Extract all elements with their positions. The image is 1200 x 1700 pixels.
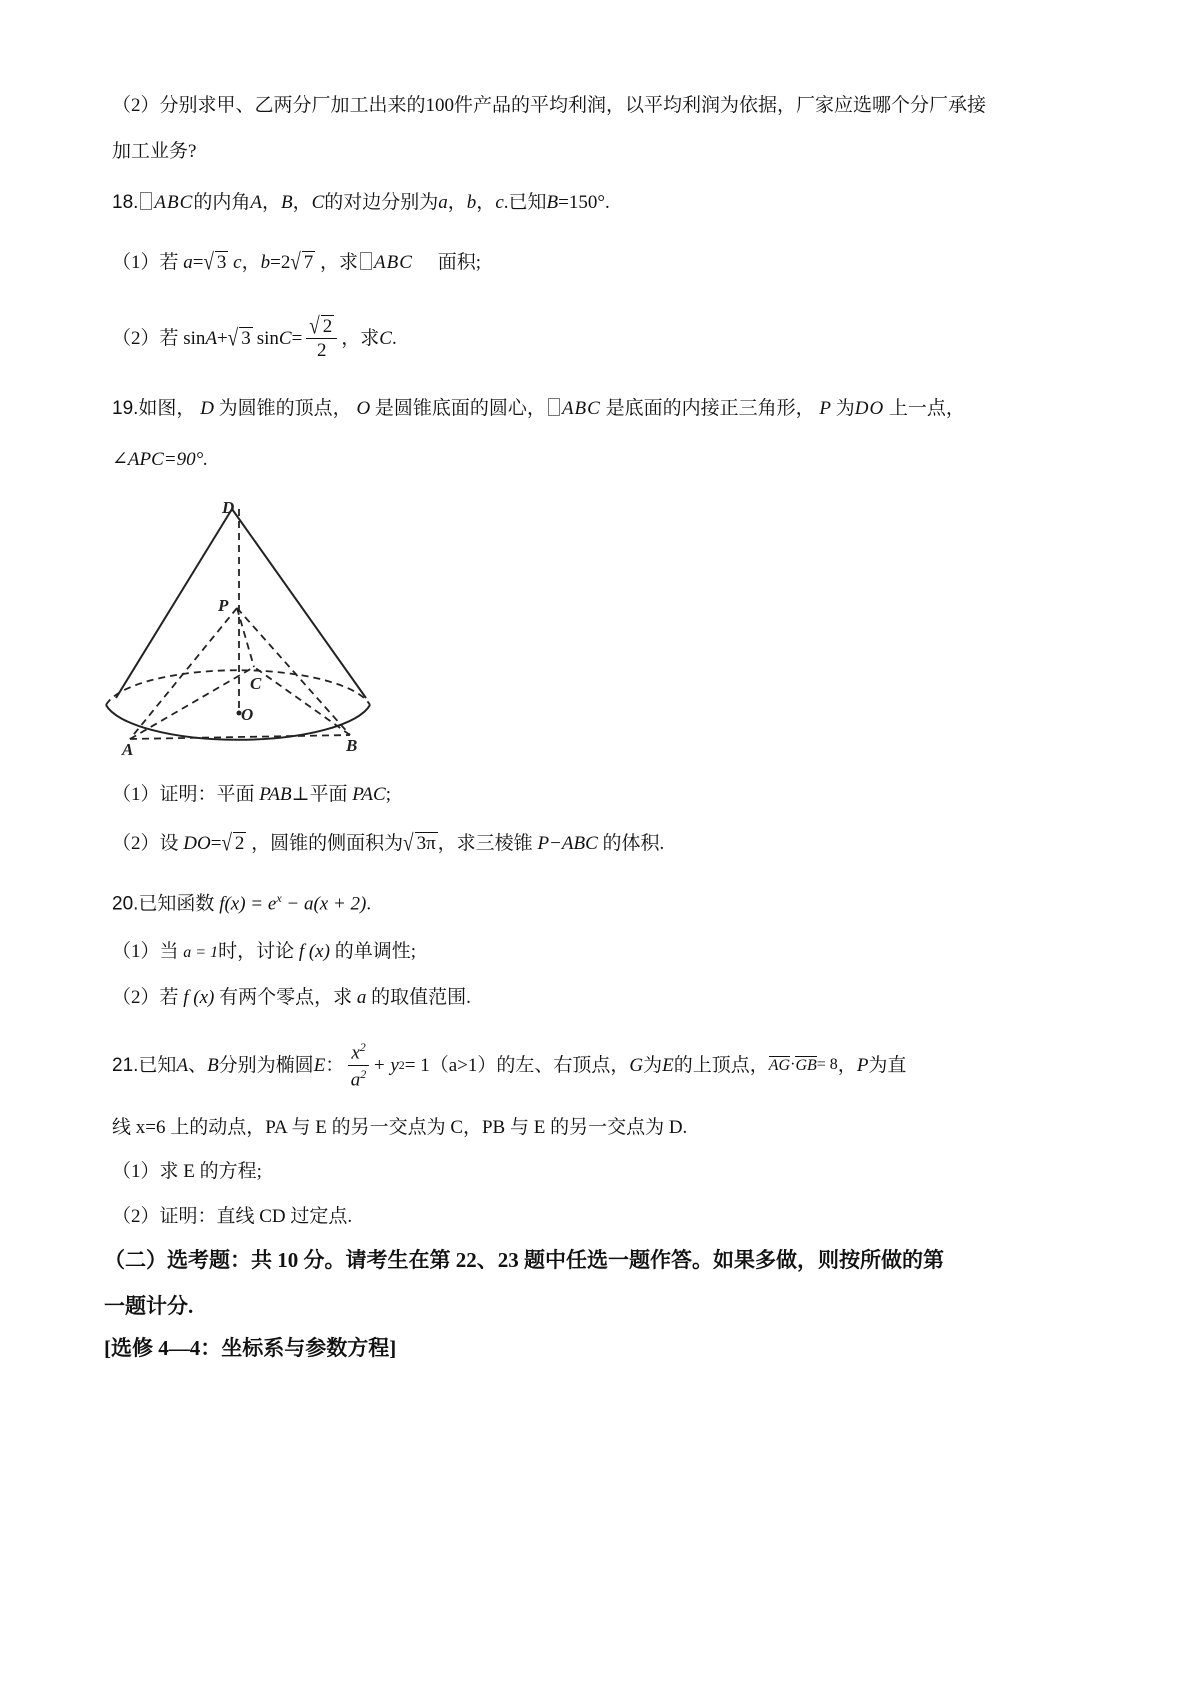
q19-p2-eq: = <box>210 833 222 854</box>
q21-stem-line1 <box>112 1036 906 1094</box>
triangle-symbol <box>548 398 560 416</box>
q18-var-B: B <box>546 192 559 213</box>
q18-p2-sin: sin <box>256 327 279 349</box>
q18-text: 的内角 <box>193 192 251 213</box>
label-D: D <box>222 498 235 517</box>
q18-p2-text: ，求 <box>341 327 380 349</box>
q18-stem <box>112 192 610 212</box>
q21-plus-y: + y <box>372 1054 399 1076</box>
q20-p2-var-a: a <box>356 987 367 1008</box>
q18-p1-radicand1: 3 <box>216 252 227 273</box>
q19-p1-end: ; <box>385 784 391 805</box>
q18-p1-text: 面积; <box>437 252 481 273</box>
q18-p2-eq: = <box>291 327 303 349</box>
q19-stem <box>112 398 965 418</box>
q18-var-B: B <box>280 192 293 213</box>
q21-eq-eight: = 8 <box>816 1056 838 1073</box>
q18-p1-triangle: ABC <box>374 252 413 273</box>
sqrt-symbol: √ 3π <box>403 830 436 857</box>
q18-p1-var-b: b <box>260 252 271 273</box>
section-heading-line2: 一题计分. <box>104 1294 194 1318</box>
q18-p1-eq: = <box>192 252 204 273</box>
q21-part1: （1）求 E 的方程; <box>112 1161 262 1182</box>
q18-p1-b-eq: =2 <box>270 252 291 273</box>
cone-right-slant <box>232 509 366 698</box>
q21-var-B: B <box>207 1054 219 1076</box>
fraction: $\frac{√ 2}{2}$ <box>306 317 337 360</box>
label-A: A <box>122 740 134 759</box>
q21-condition: （a>1） <box>429 1054 497 1076</box>
q18-var-b: b <box>466 192 477 213</box>
q18-angle-value: =150°. <box>558 192 610 213</box>
q18-text: .已知 <box>503 192 547 213</box>
q21-frac-denominator: a <box>350 1068 361 1090</box>
q21-eq-one: = 1 <box>404 1054 430 1076</box>
q18-sep: ， <box>292 192 312 213</box>
q18-number: 18. <box>112 192 139 213</box>
q18-p1-var-c: c <box>233 252 242 273</box>
q19-text: 是圆锥底面的圆心， <box>374 398 546 419</box>
elective-heading: [选修 4—4：坐标系与参数方程] <box>104 1336 397 1360</box>
q21-var-E: E <box>662 1054 674 1076</box>
q20-p2-end: 的取值范围. <box>371 987 471 1008</box>
cone-figure <box>100 495 390 765</box>
sqrt-symbol: √ 3 <box>203 249 227 276</box>
q21-var-P: P <box>856 1054 869 1076</box>
q18-p2-var-C: C <box>278 327 292 349</box>
label-O: O <box>241 705 254 724</box>
q20-p1-text: （1）当 <box>112 941 179 962</box>
label-C: C <box>250 674 262 693</box>
sqrt-symbol: √ 7 <box>290 249 314 276</box>
triangle-symbol <box>140 192 152 210</box>
q17-part2-line2: 加工业务? <box>112 141 197 162</box>
q20-f: f <box>219 893 225 915</box>
q19-plane-PAC: PAC <box>352 784 386 805</box>
q18-p2-radicand: 3 <box>241 327 251 349</box>
q19-plane-PAB: PAB <box>259 784 292 805</box>
q18-sep: ， <box>476 192 496 213</box>
label-B: B <box>346 736 358 755</box>
q18-p2-frac-denominator: 2 <box>317 339 327 361</box>
edge-AB <box>130 735 350 739</box>
edge-PA <box>130 608 237 739</box>
q20-stem <box>112 892 371 913</box>
q20-p1-text: 时，讨论 <box>218 941 295 962</box>
q21-var-E: E <box>313 1054 326 1076</box>
q19-p2-text: （2）设 <box>112 833 179 854</box>
q17-part2-line1: （2）分别求甲、乙两分厂加工出来的100件产品的平均利润，以平均利润为依据，厂家应选哪个分厂承接 <box>112 95 987 116</box>
q20-formula-exponent: x <box>276 891 282 905</box>
q18-sep: ， <box>261 192 281 213</box>
q19-number: 19. <box>112 398 139 419</box>
q19-text: 如图， <box>138 398 196 419</box>
q21-text: 的左、右顶点， <box>496 1054 630 1076</box>
q21-colon: ： <box>325 1054 345 1076</box>
q18-sep: ， <box>241 252 261 273</box>
sqrt-symbol: √ 3 <box>227 324 251 352</box>
q19-segment-DO: DO <box>854 398 885 419</box>
label-P: P <box>218 596 229 615</box>
q19-text: 为 <box>835 398 855 419</box>
q18-p2-text: （2）若 sin <box>112 327 206 349</box>
q19-text: 是底面的内接正三角形， <box>605 398 815 419</box>
q21-text: ， <box>837 1054 857 1076</box>
q18-p2-frac-numerator: 2 <box>322 315 333 337</box>
q18-p1-text: ，求 <box>320 252 359 273</box>
q20-p1-condition: a = 1 <box>183 944 219 961</box>
q21-number: 21. <box>112 1054 139 1076</box>
q18-p2-end: . <box>391 327 397 349</box>
q18-p2-var-A: A <box>205 327 218 349</box>
q18-p2-var-C: C <box>379 327 392 349</box>
q18-p1-var-a: a <box>183 252 193 273</box>
q19-angle: ∠APC=90°. <box>112 449 208 470</box>
q19-var-D: D <box>200 398 214 419</box>
q20-end: . <box>366 893 372 915</box>
q18-part1 <box>112 249 481 276</box>
q18-var-A: A <box>250 192 262 213</box>
q18-var-C: C <box>311 192 325 213</box>
q18-text: 的对边分别为 <box>324 192 439 213</box>
q19-triangle: ABC <box>561 398 601 419</box>
q20-number: 20. <box>112 893 139 915</box>
edge-PB <box>237 608 350 735</box>
q21-text: 的上顶点， <box>673 1054 769 1076</box>
q20-part2 <box>112 988 471 1007</box>
q20-part1 <box>112 942 416 961</box>
q18-sep: ， <box>447 192 467 213</box>
cone-base-front-arc <box>106 705 370 740</box>
q21-var-G: G <box>629 1054 644 1076</box>
q19-var-O: O <box>356 398 371 419</box>
edge-BC <box>254 667 350 735</box>
q19-pyramid: P−ABC <box>537 833 598 854</box>
q20-p2-text: （2）若 <box>112 987 179 1008</box>
q21-y-exp: 2 <box>398 1058 405 1072</box>
triangle-symbol <box>360 252 372 270</box>
q21-dot: · <box>790 1056 796 1073</box>
q21-text: 分别为椭圆 <box>218 1054 314 1076</box>
section-heading-line1: （二）选考题：共 10 分。请考生在第 22、23 题中任选一题作答。如果多做，则按所做的第 <box>104 1248 944 1272</box>
q21-vector-GB: GB <box>795 1057 817 1074</box>
q21-text: 为 <box>643 1054 663 1076</box>
q19-p2-end: 的体积. <box>602 833 665 854</box>
q21-frac-num-exp: 2 <box>359 1040 366 1055</box>
q20-p1-end: 的单调性; <box>334 941 416 962</box>
q21-text: 、 <box>188 1054 208 1076</box>
q19-var-P: P <box>819 398 831 419</box>
q20-p2-f: f (x) <box>183 987 215 1008</box>
q20-formula-b: − a(x + 2) <box>281 893 367 915</box>
sqrt-symbol: √ 2 <box>221 830 245 857</box>
q18-p1-radicand2: 7 <box>303 252 314 273</box>
q18-p1-text: （1）若 <box>112 252 179 273</box>
q19-p2-text: ，求三棱锥 <box>437 833 533 854</box>
q20-p1-f: f (x) <box>298 941 330 962</box>
q21-frac-den-exp: 2 <box>360 1066 367 1081</box>
q18-var-a: a <box>438 192 448 213</box>
q19-p2-DO: DO <box>183 833 211 854</box>
q19-text: 为圆锥的顶点， <box>218 398 352 419</box>
q19-part2 <box>112 830 665 857</box>
q18-part2 <box>112 310 397 366</box>
q21-stem-line2: 线 x=6 上的动点，PA 与 E 的另一交点为 C，PB 与 E 的另一交点为 D. <box>112 1117 688 1138</box>
q20-formula-a: (x) = e <box>224 893 277 915</box>
q19-p2-radicand2: 3π <box>416 833 436 854</box>
q18-var-c: c <box>495 192 504 213</box>
q21-var-A: A <box>176 1054 189 1076</box>
q21-part2: （2）证明：直线 CD 过定点. <box>112 1206 353 1227</box>
q21-vector-AG: AG <box>768 1057 791 1074</box>
q20-p2-text: 有两个零点，求 <box>219 987 353 1008</box>
q21-frac-numerator: x <box>351 1042 360 1064</box>
q20-text: 已知函数 <box>138 893 215 915</box>
q19-p2-text: ，圆锥的侧面积为 <box>251 833 404 854</box>
q18-triangle: ABC <box>154 192 194 213</box>
q19-part1 <box>112 785 391 804</box>
q21-text: 为直 <box>868 1054 907 1076</box>
q19-text: 上一点， <box>888 398 965 419</box>
q18-p2-plus: + <box>217 327 228 349</box>
q21-text: 已知 <box>138 1054 177 1076</box>
q19-perp: ⊥平面 <box>291 784 348 805</box>
q19-p2-radicand1: 2 <box>234 833 245 854</box>
fraction <box>348 1041 368 1089</box>
q19-p1-text: （1）证明：平面 <box>112 784 255 805</box>
cone-left-slant <box>116 509 232 698</box>
